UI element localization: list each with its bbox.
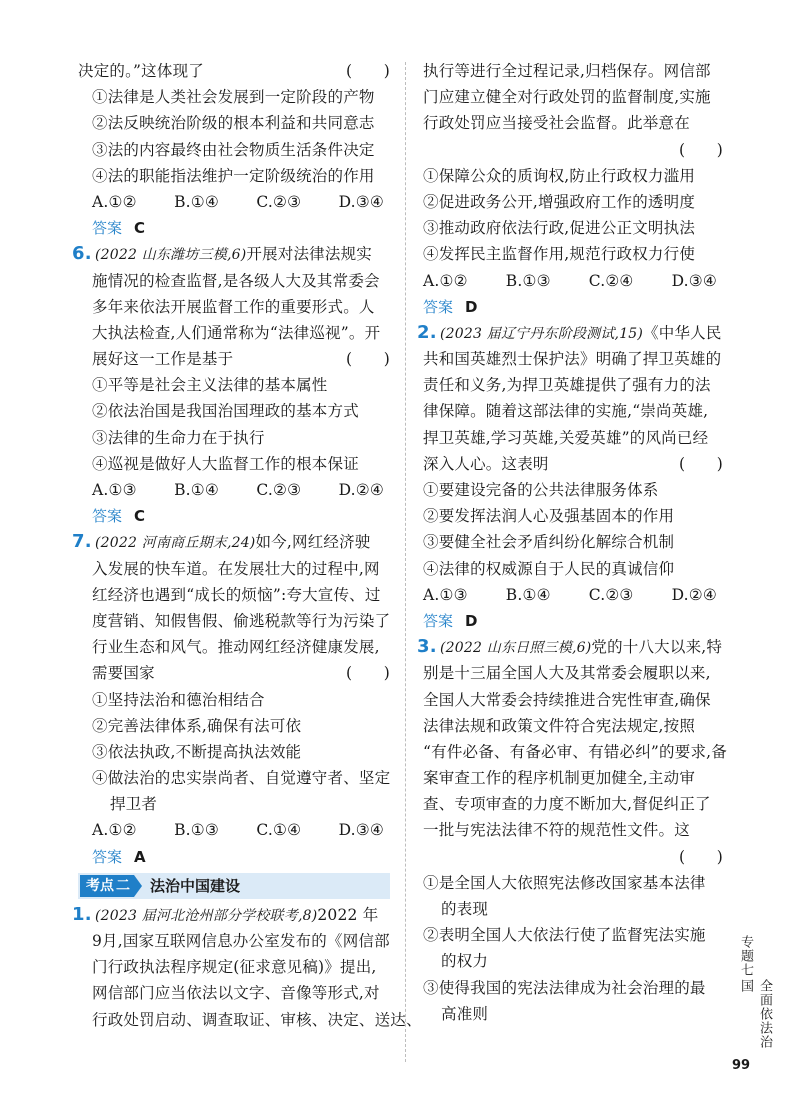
question-source: (2023 届河北沧州部分学校联考,8): [95, 907, 318, 924]
answer-value: D: [465, 611, 478, 630]
chapter-side-tab: [736, 935, 772, 1055]
question-text: 深入人心。这表明 ( ): [423, 451, 723, 477]
option-b: B.①④: [174, 481, 220, 499]
option-a: A.①②: [92, 192, 137, 211]
section-title: 法治中国建设: [150, 877, 241, 896]
question-text: 行业生态和风气。推动网红经济健康发展,: [92, 638, 380, 657]
question-text: 共和国英雄烈士保护法》明确了捍卫英雄的: [423, 350, 722, 369]
choice-2: ②要发挥法润人心及强基固本的作用: [423, 507, 675, 526]
section-tag: 考点 二: [80, 875, 134, 897]
choice-2: ②表明全国人大依法行使了监督宪法实施: [423, 926, 706, 945]
answer-row: [423, 294, 723, 320]
answer-value: D: [465, 297, 478, 316]
answer-label: 答案: [423, 297, 454, 316]
question-text: 责任和义务,为捍卫英雄提供了强有力的法: [423, 376, 711, 395]
options-row: [423, 582, 723, 608]
choice-3-cont: 高准则: [441, 1004, 489, 1023]
choice-1-cont: 的表现: [441, 900, 489, 918]
answer-value: C: [134, 507, 146, 526]
choice-4: ④法律的权威源自于人民的真诚信仰: [423, 559, 675, 578]
question-text: 行政处罚应当接受社会监督。此举意在: [423, 114, 690, 133]
answer-label: 答案: [92, 847, 123, 866]
section-arrow-icon: [134, 875, 142, 897]
question-source: (2023 届辽宁丹东阶段测试,15): [440, 325, 644, 342]
choice-4: ④做法治的忠实崇尚者、自觉遵守者、坚定: [92, 769, 391, 788]
chapter-label: 专题七: [738, 935, 753, 977]
choice-1: ①是全国人大依照宪法修改国家基本法律: [423, 873, 706, 892]
answer-row: [78, 503, 390, 529]
question-text: 红经济也遇到“成长的烦恼”:夸大宣传、过: [92, 585, 381, 604]
option-c: C.②③: [588, 585, 634, 604]
chapter-title: 全面依法治国: [738, 979, 772, 1049]
options-row: [78, 817, 390, 843]
question-text: 行政处罚启动、调查取证、审核、决定、送达、: [92, 1010, 422, 1029]
option-b: B.①③: [505, 271, 551, 290]
answer-blank: ( ): [679, 847, 723, 866]
choice-1: ①保障公众的质询权,防止行政权力滥用: [423, 166, 696, 185]
question-number: 6.: [72, 243, 92, 265]
section-header: [78, 873, 390, 899]
choice-4: ④法的职能指法维护一定阶级统治的作用: [92, 166, 375, 185]
choice-3: ③依法执政,不断提高执法效能: [92, 742, 302, 761]
question-text: 需要国家 ( ): [78, 660, 390, 686]
question-7: 7. (2022 河南商丘期末,24)如今,网红经济驶: [78, 529, 390, 555]
choice-4-cont: 捍卫者: [110, 795, 158, 814]
answer-blank: ( ): [346, 664, 390, 683]
question-text: 别是十三届全国人大及其常委会履职以来,: [423, 664, 711, 683]
choice-2: ②促进政务公开,增强政府工作的透明度: [423, 192, 696, 211]
question-number: 2.: [417, 321, 437, 343]
option-c: C.①④: [256, 821, 302, 840]
question-number: 7.: [72, 531, 92, 553]
question-source: (2022 山东潍坊三模,6): [95, 247, 247, 264]
question-text: 法律法规和政策文件符合宪法规定,按照: [423, 716, 696, 735]
question-text: “有件必备、有备必审、有错必纠”的要求,备: [423, 742, 727, 761]
answer-row: [423, 608, 723, 634]
question-text: 案审查工作的程序机制更加健全,主动审: [423, 769, 696, 788]
option-c: C.②③: [256, 192, 302, 211]
choice-1: ①要建设完备的公共法律服务体系: [423, 481, 659, 499]
option-d: D.③④: [671, 271, 717, 290]
option-d: D.③④: [338, 192, 384, 211]
options-row: [78, 189, 390, 215]
question-5-stem: 决定的。”这体现了 ( ): [78, 58, 390, 84]
option-a: A.①②: [92, 821, 137, 840]
question-text: 捍卫英雄,学习英雄,关爱英雄”的风尚已经: [423, 428, 709, 447]
choice-4: ④发挥民主监督作用,规范行政权力行使: [423, 245, 696, 264]
question-text: 查、专项审查的力度不断加大,督促纠正了: [423, 795, 711, 814]
choice-1: ①法律是人类社会发展到一定阶段的产物: [92, 88, 375, 107]
options-row: [78, 477, 390, 503]
option-c: C.②③: [256, 481, 302, 499]
question-6: 6. (2022 山东潍坊三模,6)开展对法律法规实: [78, 241, 390, 267]
choice-2: ②完善法律体系,确保有法可依: [92, 716, 302, 735]
option-d: D.②④: [338, 481, 384, 499]
question-text: 展好这一工作是基于 ( ): [78, 346, 390, 372]
option-a: A.①③: [423, 585, 468, 604]
answer-row: [78, 215, 390, 241]
question-number: 1.: [72, 903, 92, 925]
question-text: 大执法检查,人们通常称为“法律巡视”。开: [92, 323, 381, 342]
choice-4: ④巡视是做好人大监督工作的根本保证: [92, 454, 359, 473]
choice-1: ①平等是社会主义法律的基本属性: [92, 376, 328, 395]
option-d: D.③④: [338, 821, 384, 840]
question-text: 度营销、知假售假、偷逃税款等行为污染了: [92, 611, 391, 630]
option-a: A.①②: [423, 271, 468, 290]
choice-3: ③使得我国的宪法法律成为社会治理的最: [423, 978, 706, 997]
answer-blank-row: [423, 137, 723, 163]
answer-label: 答案: [423, 611, 454, 630]
option-c: C.②④: [588, 271, 634, 290]
left-column: [72, 58, 422, 1033]
question-number: 3.: [417, 636, 437, 658]
option-d: D.②④: [671, 585, 717, 604]
question-text: 9月,国家互联网信息办公室发布的《网信部: [92, 932, 390, 950]
question-text: 网信部门应当依法以文字、音像等形式,对: [92, 984, 380, 1003]
option-a: A.①③: [92, 481, 137, 499]
option-b: B.①③: [174, 821, 220, 840]
answer-blank-row: [423, 844, 723, 870]
choice-1: ①坚持法治和德治相结合: [92, 690, 265, 709]
question-text: 全国人大常委会持续推进合宪性审查,确保: [423, 690, 711, 709]
choice-3: ③推动政府依法行政,促进公正文明执法: [423, 219, 696, 238]
question-text: 多年来依法开展监督工作的重要形式。人: [92, 297, 375, 316]
answer-label: 答案: [92, 219, 123, 238]
answer-blank: ( ): [346, 62, 390, 80]
question-text: 律保障。随着这部法律的实施,“崇尚英雄,: [423, 402, 709, 421]
choice-3: ③法的内容最终由社会物质生活条件决定: [92, 140, 375, 159]
question-source: (2022 山东日照三模,6): [440, 640, 592, 657]
question-3: 3. (2022 山东日照三模,6)党的十八大以来,特: [423, 634, 723, 660]
column-divider: [405, 62, 406, 1062]
option-b: B.①④: [505, 585, 551, 604]
choice-3: ③法律的生命力在于执行: [92, 428, 265, 447]
answer-value: A: [134, 847, 146, 866]
choice-2: ②法反映统治阶级的根本利益和共同意志: [92, 114, 375, 133]
answer-row: [78, 844, 390, 870]
option-b: B.①④: [174, 192, 220, 211]
answer-label: 答案: [92, 507, 123, 526]
question-text: 入发展的快车道。在发展壮大的过程中,网: [92, 559, 380, 578]
options-row: [423, 268, 723, 294]
page-number: 99: [732, 1058, 751, 1073]
question-text: 一批与宪法法律不符的规范性文件。这: [423, 821, 690, 840]
question-text: 执行等进行全过程记录,归档保存。网信部: [423, 62, 711, 80]
question-source: (2022 河南商丘期末,24): [95, 535, 256, 552]
answer-blank: ( ): [679, 140, 723, 159]
choice-2-cont: 的权力: [441, 952, 489, 971]
question-text: 施情况的检查监督,是各级人大及其常委会: [92, 271, 380, 290]
question-text: 门应建立健全对行政处罚的监督制度,实施: [423, 88, 711, 107]
question-text: 门行政执法程序规定(征求意见稿)》提出,: [92, 958, 377, 977]
question-2: 2. (2023 届辽宁丹东阶段测试,15)《中华人民: [423, 320, 723, 346]
choice-3: ③要健全社会矛盾纠纷化解综合机制: [423, 533, 675, 552]
question-1: 1. (2023 届河北沧州部分学校联考,8)2022 年: [78, 902, 390, 928]
answer-blank: ( ): [679, 454, 723, 473]
right-column: [417, 58, 727, 1027]
answer-value: C: [134, 219, 146, 238]
answer-blank: ( ): [346, 350, 390, 369]
choice-2: ②依法治国是我国治国理政的基本方式: [92, 402, 359, 421]
